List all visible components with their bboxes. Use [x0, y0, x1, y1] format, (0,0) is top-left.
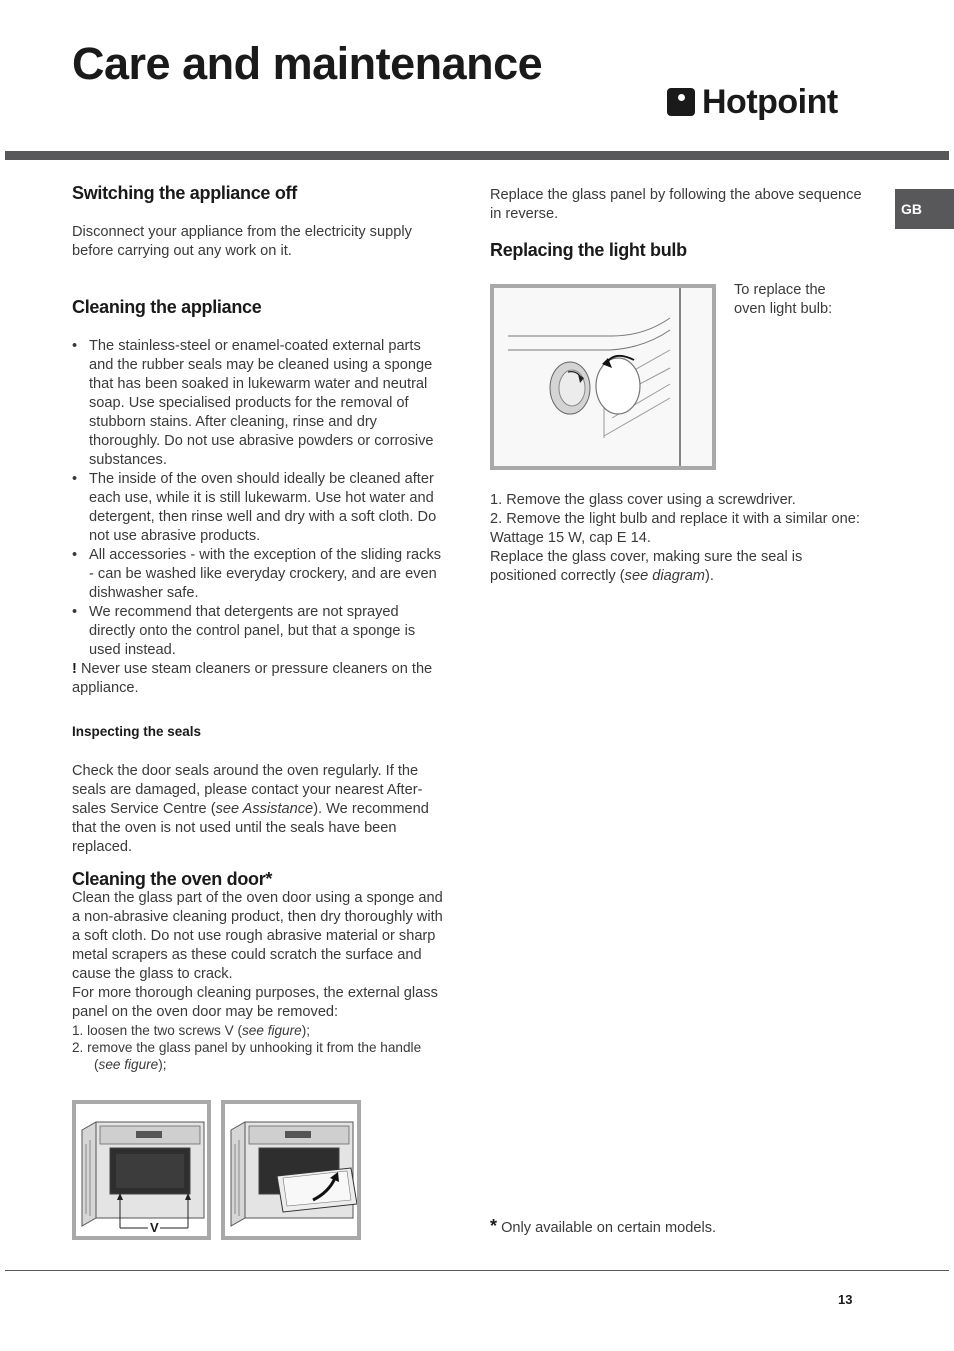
- see-figure-ref: see figure: [98, 1057, 159, 1072]
- door-step-1: [72, 1022, 446, 1039]
- oven-screws-illustration: [76, 1104, 207, 1236]
- screw-v-label: V: [150, 1220, 159, 1235]
- footnote-asterisk: *: [490, 1216, 498, 1236]
- footer-rule: [5, 1270, 949, 1271]
- seals-section: [72, 722, 446, 857]
- list-item: • We recommend that detergents are not sprayed directly onto the control panel, but that a sponge is used instead.: [72, 603, 446, 660]
- step-text: ).: [704, 568, 714, 584]
- oven-screws-figure: [72, 1100, 211, 1240]
- light-bulb-figure: [490, 284, 716, 470]
- step-text: Replace the glass cover, making sure the seal is positioned correctly (: [490, 549, 803, 584]
- page-number: 13: [838, 1292, 853, 1307]
- bulb-steps: [490, 491, 868, 586]
- see-figure-ref: see figure: [242, 1023, 302, 1038]
- bulb-heading: Replacing the light bulb: [490, 240, 687, 260]
- brand-logo: [667, 85, 838, 119]
- list-item: • All accessories - with the exception of the sliding racks - can be washed like everyday crockery, and are even dishwasher safe.: [72, 546, 446, 603]
- header-bar: [5, 151, 949, 160]
- warning-icon: !: [72, 661, 77, 677]
- cleaning-heading: Cleaning the appliance: [72, 297, 262, 317]
- footnote: [490, 1217, 868, 1238]
- seals-text-part: ). We recommend that the oven is not used until the seals have been replaced.: [72, 801, 429, 855]
- step-text: 2. remove the glass panel by unhooking it from the handle (: [72, 1040, 422, 1072]
- bulb-section: [490, 241, 868, 260]
- seals-heading: Inspecting the seals: [72, 724, 202, 739]
- see-diagram-ref: see diagram: [624, 568, 705, 584]
- replace-glass-text: Replace the glass panel by following the above sequence in reverse.: [490, 187, 862, 222]
- footnote-text: Only available on certain models.: [501, 1220, 717, 1236]
- step-text: );: [158, 1057, 167, 1072]
- seals-text: [72, 762, 446, 857]
- brand-logo-icon: [667, 88, 695, 116]
- door-step-2: [72, 1039, 446, 1073]
- cleaning-list: [72, 337, 446, 660]
- bulb-intro-section: [734, 281, 854, 319]
- cleaning-warning: [72, 660, 446, 698]
- replace-glass-section: [490, 186, 868, 224]
- door-text-1: Clean the glass part of the oven door using a sponge and a non-abrasive cleaning product, then dry thoroughly with a soft cloth. Do not use rough abrasive material or sharp metal scrapers as these could scratch the surface and cause the glass to crack.: [72, 890, 443, 982]
- page-title: Care and maintenance: [72, 38, 543, 89]
- switching-text: Disconnect your appliance from the electricity supply before carrying out any work on it.: [72, 224, 412, 259]
- door-heading: Cleaning the oven door*: [72, 869, 273, 889]
- bulb-intro: To replace the oven light bulb:: [734, 282, 833, 317]
- seals-text-part: Check the door seals around the oven regularly. If the seals are damaged, please contact your nearest After-sales Service Centre (: [72, 763, 423, 817]
- bulb-step-1: 1. Remove the glass cover using a screwdriver.: [490, 492, 796, 508]
- list-item: • The inside of the oven should ideally be cleaned after each use, while it is still lukewarm. Use hot water and detergent, then rinse well and dry with a soft cloth. Do not use abrasive products.: [72, 470, 446, 546]
- switching-heading: Switching the appliance off: [72, 183, 297, 203]
- oven-glass-illustration: [225, 1104, 357, 1236]
- light-bulb-illustration: [494, 288, 712, 466]
- oven-glass-figure: [221, 1100, 361, 1240]
- see-assistance-ref: see Assistance: [215, 801, 314, 817]
- door-section: [72, 870, 446, 1073]
- step-text: 1. loosen the two screws V (: [72, 1023, 242, 1038]
- step-text: );: [301, 1023, 311, 1038]
- bulb-step-3: [490, 548, 868, 586]
- brand-name: Hotpoint: [702, 83, 838, 121]
- list-item: • The stainless-steel or enamel-coated external parts and the rubber seals may be cleaned using a sponge that has been soaked in lukewarm water and neutral soap. Use specialised products for the removal of stubborn stains. After cleaning, rinse and dry thoroughly. Do not use abrasive powders or corrosive substances.: [72, 337, 446, 470]
- bulb-step-2: 2. Remove the light bulb and replace it with a similar one: Wattage 15 W, cap E 14.: [490, 511, 860, 546]
- language-tab: GB: [895, 189, 954, 229]
- door-text-2: For more thorough cleaning purposes, the external glass panel on the oven door may be removed:: [72, 985, 438, 1020]
- cleaning-section: [72, 298, 446, 698]
- warning-text: Never use steam cleaners or pressure cleaners on the appliance.: [72, 661, 433, 696]
- switching-section: [72, 184, 446, 261]
